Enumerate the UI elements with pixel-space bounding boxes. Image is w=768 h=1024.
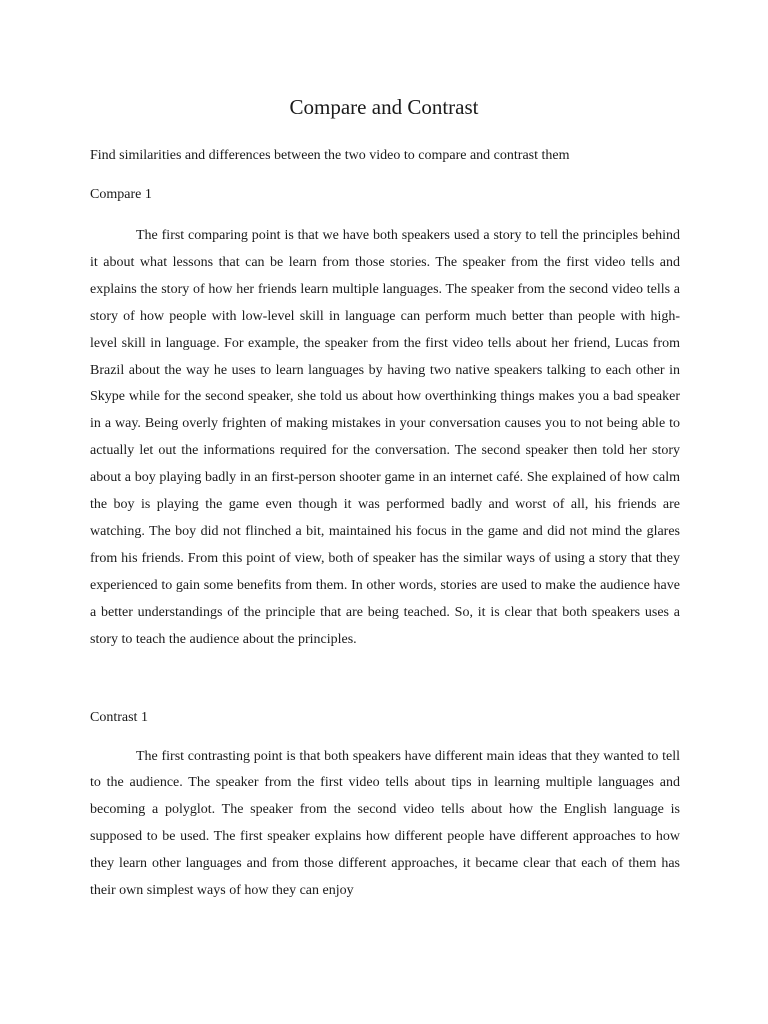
document-title: Compare and Contrast	[289, 95, 479, 119]
section-heading-contrast-1: Contrast 1	[90, 709, 148, 725]
paragraph-compare-1: The first comparing point is that we have both speakers used a story to tell the principles behind it about what lessons that can be learn from those stories. The speaker from the first video tells and explains the story of how her friends learn multiple languages. The speaker from the second video tells a story of how people with low-level skill in language can perform much better than people with high-level skill in language. For example, the speaker from the first video tells about her friend, Lucas from Brazil about the way he uses to learn languages by having two native speakers talking to each other in Skype while for the second speaker, she told us about how overthinking things makes you a bad speaker in a way. Being overly frighten of making mistakes in your conversation causes you to not being able to actually let out the informations required for the conversation. The second speaker then told her story about a boy playing badly in an first-person shooter game in an internet café. She explained of how calm the boy is playing the game even though it was performed badly and worst of all, his friends are watching. The boy did not flinched a bit, maintained his focus in the game and did not mind the glares from his friends. From this point of view, both of speaker has the similar ways of using a story that they experienced to gain some benefits from them. In other words, stories are used to make the audience have a better understandings of the principle that are being teached. So, it is clear that both speakers uses a story to teach the audience about the principles.	[90, 228, 680, 647]
document-body	[90, 146, 680, 905]
paragraph-contrast-1: The first contrasting point is that both speakers have different main ideas that they wanted to tell to the audience. The speaker from the first video tells about tips in learning multiple languages and becoming a polyglot. The speaker from the second video tells about how the English language is supposed to be used. The first speaker explains how different people have different approaches to how they learn other languages and from those different approaches, it became clear that each of them has their own simplest ways of how they can enjoy	[90, 748, 680, 899]
section-heading-compare-1: Compare 1	[90, 187, 152, 202]
intro-text: Find similarities and differences between the two video to compare and contrast them	[90, 148, 570, 163]
